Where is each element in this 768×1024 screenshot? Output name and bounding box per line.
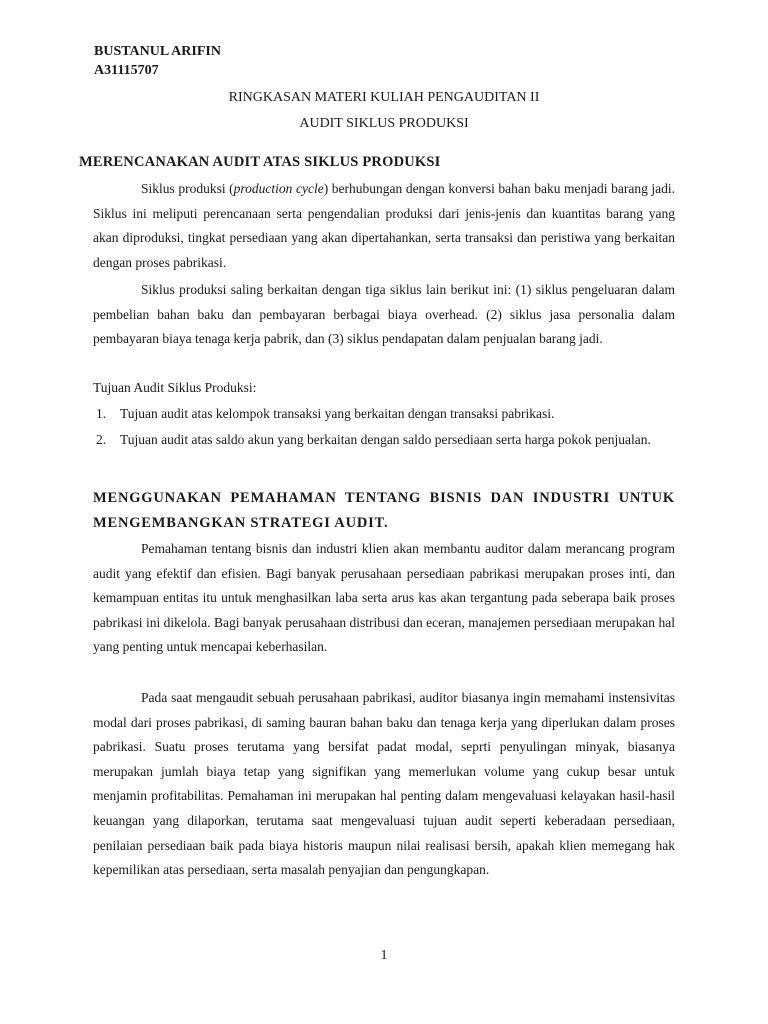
paragraph-manufacturing-audit: Pada saat mengaudit sebuah perusahaan pabrikasi, auditor biasanya ingin memahami instensivitas modal dari proses pabrikasi, di saming bauran bahan baku dan tenaga kerja yang diperlukan dalam proses pabrikasi. Suatu proses terutama yang bersifat padat modal, seprti penyulingan minyak, biasanya merupakan jumlah biaya tetap yang signifikan yang memerlukan volume yang cukup besar untuk menjamin profitabilitas. Pemahaman ini merupakan hal penting dalam mengevaluasi kelayakan hasil-hasil keuangan yang dilaporkan, terutama saat mengevaluasi tujuan audit seperti keberadaan persediaan, penilaian persediaan baik pada biaya historis maupun nilai realisasi bersih, apakah klien memegang hak kepemilikan atas persediaan, serta masalah penyajian dan pengungkapan.: [93, 690, 675, 878]
list-item: [93, 428, 675, 453]
paragraph-text: ) berhubungan dengan konversi bahan baku menjadi barang jadi. Siklus ini meliputi perencanaan serta pengendalian produksi dari jenis-jenis dan kuantitas barang yang akan diproduksi, tingkat persediaan yang akan dipertahankan, serta transaksi dan peristiwa yang berkaitan dengan proses pabrikasi.: [93, 181, 676, 270]
paragraph-business-understanding: Pemahaman tentang bisnis dan industri klien akan membantu auditor dalam merancang program audit yang efektif dan efisien. Bagi banyak perusahaan persediaan pabrikasi merupakan proses inti, dan kemampuan entitas itu untuk menghasilkan laba serta arus kas akan tergantung pada seberapa baik proses pabrikasi ini dikelola. Bagi banyak perusahaan distribusi dan eceran, manajemen persediaan merupakan hal yang penting untuk mencapai keberhasilan.: [93, 541, 675, 655]
list-item-number: 1.: [96, 406, 107, 421]
author-block: [94, 42, 221, 80]
paragraph-text: Siklus produksi (: [141, 181, 234, 196]
list-item-text: Tujuan audit atas saldo akun yang berkaitan dengan saldo persediaan serta harga pokok penjualan.: [120, 431, 651, 447]
student-id: A31115707: [94, 63, 159, 78]
emphasis-term: production cycle: [233, 181, 324, 196]
author-name: BUSTANUL ARIFIN: [94, 44, 221, 59]
list-item: [93, 402, 675, 427]
paragraph-related-cycles: Siklus produksi saling berkaitan dengan tiga siklus lain berikut ini: (1) siklus pengeluaran dalam pembelian bahan baku dan pembayaran berbagai biaya overhead. (2) siklus jasa personalia dalam pembayaran biaya tenaga kerja pabrik, dan (3) siklus pendapatan dalam penjualan barang jadi.: [93, 282, 675, 347]
list-item-number: 2.: [96, 431, 107, 447]
page-number: 1: [380, 948, 388, 963]
list-item-text: Tujuan audit atas kelompok transaksi yang berkaitan dengan transaksi pabrikasi.: [120, 406, 555, 421]
section-heading-planning: MERENCANAKAN AUDIT ATAS SIKLUS PRODUKSI: [79, 154, 441, 170]
paragraph-production-cycle: [93, 177, 675, 275]
document-subtitle: AUDIT SIKLUS PRODUKSI: [299, 116, 469, 131]
goals-list: [93, 402, 675, 453]
goals-label: Tujuan Audit Siklus Produksi:: [93, 380, 257, 395]
section-heading-business-understanding: MENGGUNAKAN PEMAHAMAN TENTANG BISNIS DAN INDUSTRI UNTUK MENGEMBANGKAN STRATEGI AUDIT.: [93, 490, 675, 531]
document-title: RINGKASAN MATERI KULIAH PENGAUDITAN II: [228, 90, 540, 105]
